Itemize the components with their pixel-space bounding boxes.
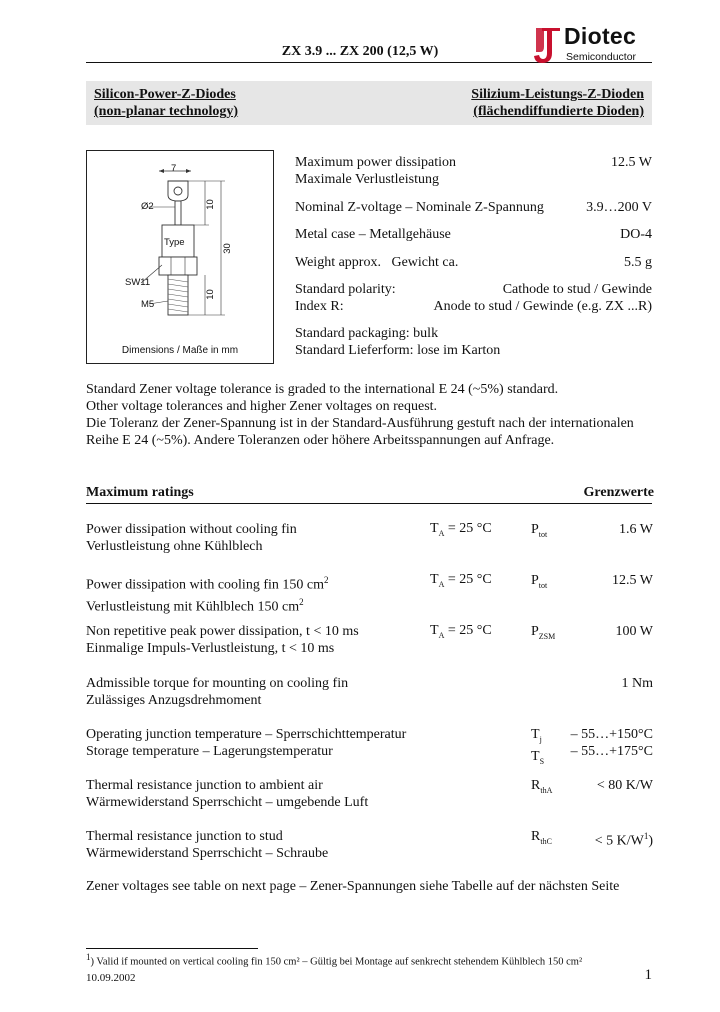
rating-condition (430, 623, 492, 640)
title-german-line-2: (flächendiffundierte Dioden) (473, 104, 644, 119)
zener-note: Zener voltages see table on next page – Zener-Spannungen siehe Tabelle auf der nächsten Seite (86, 879, 620, 894)
symbol-letter: T (531, 748, 540, 764)
rating-desc-en: Thermal resistance junction to stud (86, 829, 283, 844)
title-english-line-1: Silicon-Power-Z-Diodes (94, 87, 236, 102)
page-number: 1 (644, 967, 652, 983)
rating-condition (430, 572, 492, 589)
rating-row (86, 572, 328, 615)
footnote-ref-paren: ) (648, 833, 653, 849)
drawing-caption: Dimensions / Maße in mm (121, 345, 239, 356)
cond-value: = 25 °C (444, 521, 492, 536)
diotec-logo-mark-icon (530, 25, 564, 65)
symbol-subscript: j (539, 734, 542, 744)
symbol-letter: R (531, 778, 541, 793)
spec-weight-label: Weight approx. Gewicht ca. (295, 255, 459, 270)
title-german-line-1: Silizium-Leistungs-Z-Dioden (471, 87, 644, 102)
rating-desc-en: Power dissipation without cooling fin (86, 522, 297, 537)
symbol-letter: T (531, 727, 540, 742)
document-title: ZX 3.9 ... ZX 200 (12,5 W) (281, 44, 439, 59)
rating-value: 100 W (615, 624, 653, 639)
diotec-logo (530, 25, 655, 65)
spec-packaging-en: Standard packaging: bulk (295, 326, 439, 341)
symbol-subscript: tot (538, 529, 548, 539)
rating-desc-de: Einmalige Impuls-Verlustleistung, t < 10 ms (86, 641, 335, 656)
dim-lug-length-label: 10 (204, 199, 216, 210)
ratings-rule (86, 503, 652, 504)
title-english-line-2: (non-planar technology) (94, 104, 239, 119)
tolerance-line-1: Standard Zener voltage tolerance is graded to the international E 24 (~5%) standard. (86, 382, 559, 397)
cond-value: = 25 °C (444, 572, 492, 587)
footnote (86, 952, 582, 968)
rating-value-storage: – 55…+175°C (570, 744, 653, 759)
superscript: 2 (323, 575, 329, 585)
rating-value: 12.5 W (612, 573, 653, 588)
logo-subtitle: Semiconductor (566, 51, 637, 63)
rating-desc-en: Thermal resistance junction to ambient air (86, 778, 323, 793)
symbol-letter: P (531, 624, 539, 639)
symbol-subscript: ZSM (538, 631, 556, 641)
rating-desc-de: Zulässiges Anzugsdrehmoment (86, 693, 262, 708)
rating-desc-de: Wärmewiderstand Sperrschicht – Schraube (86, 846, 329, 861)
rating-condition (430, 521, 492, 538)
dim-total-length-label: 30 (221, 243, 233, 254)
rating-value: < 80 K/W (596, 778, 653, 793)
rating-value (571, 726, 653, 760)
cond-symbol: T (430, 521, 439, 536)
spec-power-label-en: Maximum power dissipation (295, 155, 456, 170)
dim-thread-label: M5 (141, 299, 155, 310)
symbol-subscript: tot (538, 580, 548, 590)
dim-type-label: Type (164, 237, 185, 248)
document-date: 10.09.2002 (86, 972, 136, 984)
ratings-heading-en: Maximum ratings (86, 485, 194, 500)
title-german (471, 86, 644, 120)
rating-desc-en: Admissible torque for mounting on cooling fin (86, 676, 349, 691)
rating-symbol (531, 777, 552, 799)
rating-row (86, 777, 368, 811)
spec-case-label: Metal case – Metallgehäuse (295, 227, 451, 242)
rating-row (86, 726, 406, 760)
rating-value-operating: – 55…+150°C (570, 727, 653, 742)
rating-value: 1.6 W (619, 522, 653, 537)
spec-weight-value: 5.5 g (624, 255, 652, 270)
cond-subscript: A (438, 630, 445, 640)
spec-polarity-label: Standard polarity: (295, 282, 396, 297)
rating-row (86, 675, 348, 709)
cond-symbol: T (430, 572, 439, 587)
spec-index-value: Anode to stud / Gewinde (e.g. ZX ...R) (433, 299, 652, 314)
rating-desc-en (86, 572, 328, 594)
rating-row (86, 623, 359, 657)
symbol-subscript: thC (540, 836, 552, 846)
spec-polarity-value: Cathode to stud / Gewinde (502, 282, 652, 297)
ratings-heading-de: Grenzwerte (583, 485, 654, 500)
rating-desc-en: Non repetitive peak power dissipation, t < 10 ms (86, 624, 359, 639)
spec-vz-label: Nominal Z-voltage – Nominale Z-Spannung (295, 200, 544, 215)
rating-symbol (531, 828, 552, 850)
tolerance-line-4: Reihe E 24 (~5%). Andere Toleranzen oder höhere Arbeitsspannungen auf Anfrage. (86, 433, 555, 448)
rating-desc-en: Operating junction temperature – Sperrschichttemperatur (86, 727, 407, 742)
symbol-subscript: thA (540, 785, 553, 795)
cond-subscript: A (438, 528, 445, 538)
dim-wrench-label: SW11 (125, 277, 151, 288)
cond-symbol: T (430, 623, 439, 638)
symbol-letter: P (531, 522, 539, 537)
rating-row (86, 828, 328, 862)
symbol-subscript: S (539, 756, 545, 766)
rating-symbol (531, 623, 555, 645)
title-english (94, 86, 238, 120)
spec-index-label: Index R: (295, 299, 344, 314)
footnote-ref: 1 (643, 831, 649, 841)
symbol-letter: P (531, 573, 539, 588)
footnote-text: ) Valid if mounted on vertical cooling fin 150 cm² – Gültig bei Montage auf senkrecht stehendem Kühlblech 150 cm² (90, 956, 583, 968)
symbol-letter: R (531, 829, 541, 844)
rating-desc-en-text: Power dissipation with cooling fin 150 cm (86, 577, 324, 593)
cond-subscript: A (438, 579, 445, 589)
rating-value (595, 828, 653, 850)
rating-symbol (531, 572, 547, 594)
cond-value: = 25 °C (444, 623, 492, 638)
rating-value-text: < 5 K/W (594, 833, 644, 849)
rating-symbol (531, 726, 544, 770)
title-bar (86, 81, 652, 125)
rating-desc-de: Verlustleistung ohne Kühlblech (86, 539, 263, 554)
spec-packaging-de: Standard Lieferform: lose im Karton (295, 343, 501, 358)
spec-power-value: 12.5 W (611, 155, 652, 170)
package-drawing (86, 150, 274, 364)
rating-value: 1 Nm (621, 676, 653, 691)
dim-width-label: 7 (171, 163, 177, 174)
spec-case-value: DO-4 (620, 227, 652, 242)
rating-desc-de: Wärmewiderstand Sperrschicht – umgebende Luft (86, 795, 369, 810)
rating-symbol (531, 521, 547, 543)
tolerance-line-3: Die Toleranz der Zener-Spannung ist in der Standard-Ausführung gestuft nach der internationalen (86, 416, 634, 431)
spec-vz-value: 3.9…200 V (586, 200, 652, 215)
dim-stud-length-label: 10 (204, 289, 216, 300)
footnote-rule (86, 948, 258, 949)
rating-desc-de: Storage temperature – Lagerungstemperatur (86, 744, 333, 759)
tolerance-paragraph (86, 381, 656, 449)
dim-hole-label: Ø2 (141, 201, 154, 212)
logo-name: Diotec (564, 23, 637, 49)
rating-desc-de (86, 594, 328, 616)
rating-desc-de-text: Verlustleistung mit Kühlblech 150 cm (86, 599, 300, 615)
rating-row (86, 521, 297, 555)
footnote-mark: 1 (86, 952, 91, 962)
superscript: 2 (299, 596, 304, 607)
tolerance-line-2: Other voltage tolerances and higher Zener voltages on request. (86, 399, 438, 414)
spec-power-label-de: Maximale Verlustleistung (295, 172, 439, 187)
